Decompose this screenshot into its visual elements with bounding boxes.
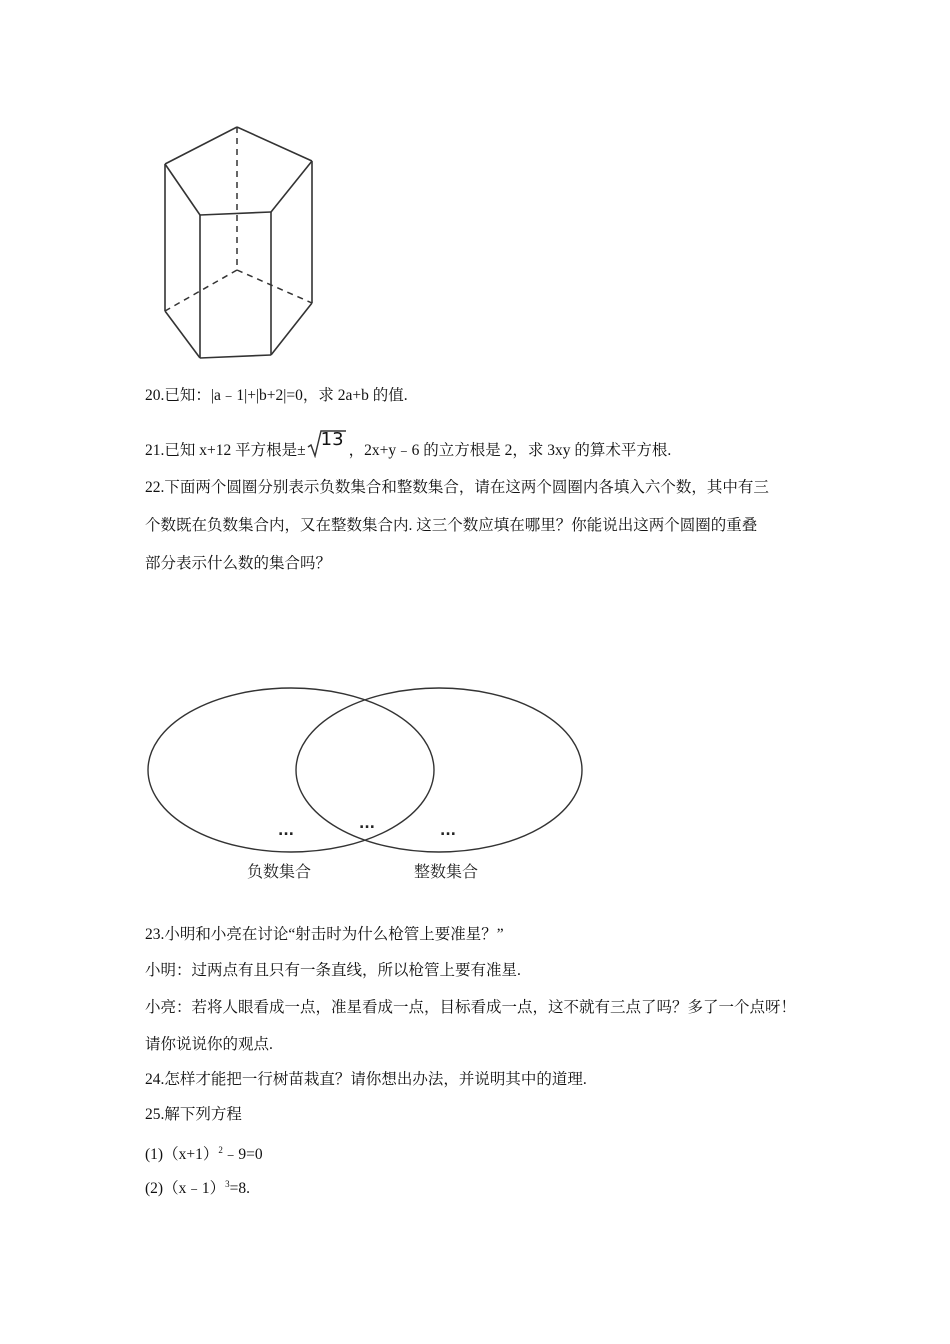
prism-edge (165, 127, 237, 164)
eq1-rest: ﹣9=0 (222, 1146, 263, 1163)
question-21-suffix: ，2x+y﹣6 的立方根是 2，求 3xy 的算术平方根. (348, 442, 672, 459)
eq2-exponent: 3 (225, 1179, 230, 1189)
integer-set-circle (296, 688, 582, 852)
prism-hidden-edge (165, 270, 237, 311)
left-dots: ... (278, 823, 294, 839)
question-23-line-4: 请你说说你的观点. (145, 1036, 273, 1053)
prism-hidden-edge (237, 270, 312, 303)
question-22-line-2: 个数既在负数集合内，又在整数集合内. 这三个数应填在哪里？你能说出这两个圆圈的重叠 (145, 517, 758, 534)
eq2-base: (2)（x﹣1） (145, 1180, 226, 1197)
middle-dots: ... (359, 816, 375, 832)
eq2-rest: =8. (229, 1180, 250, 1197)
question-20: 20.已知：|a﹣1|+|b+2|=0，求 2a+b 的值. (145, 387, 408, 404)
prism-edge (200, 212, 271, 215)
prism-edge (237, 127, 312, 161)
question-21-prefix: 21.已知 x+12 平方根是± (145, 442, 306, 459)
question-24: 24.怎样才能把一行树苗栽直？请你想出办法，并说明其中的道理. (145, 1071, 587, 1088)
question-21 (145, 430, 671, 461)
eq1-exponent: 2 (218, 1145, 223, 1155)
sqrt-radicand: 13 (320, 429, 344, 450)
question-25-equation-2 (145, 1174, 250, 1199)
prism-edge (200, 355, 271, 358)
prism-edge (165, 164, 200, 215)
venn-diagram (140, 680, 600, 890)
question-23-line-3: 小亮：若将人眼看成一点，准星看成一点，目标看成一点，这不就有三点了吗？多了一个点呀！ (145, 999, 797, 1016)
integer-set-label: 整数集合 (414, 862, 479, 881)
question-25-equation-1 (145, 1140, 263, 1165)
prism-edge (271, 161, 312, 212)
prism-edge (165, 311, 200, 358)
question-23-line-2: 小明：过两点有且只有一条直线，所以枪管上要有准星. (145, 962, 521, 979)
question-25-title: 25.解下列方程 (145, 1106, 242, 1123)
negative-set-label: 负数集合 (247, 862, 312, 881)
question-22-line-1: 22.下面两个圆圈分别表示负数集合和整数集合，请在这两个圆圈内各填入六个数，其中有三 (145, 479, 769, 496)
sqrt-symbol (307, 430, 347, 458)
right-dots: ... (440, 823, 456, 839)
question-23-line-1: 23.小明和小亮在讨论“射击时为什么枪管上要准星？” (145, 926, 504, 943)
question-22-line-3: 部分表示什么数的集合吗？ (145, 555, 332, 572)
pentagonal-prism-figure (150, 118, 325, 368)
eq1-base: (1)（x+1） (145, 1146, 219, 1163)
prism-edge (271, 303, 312, 355)
